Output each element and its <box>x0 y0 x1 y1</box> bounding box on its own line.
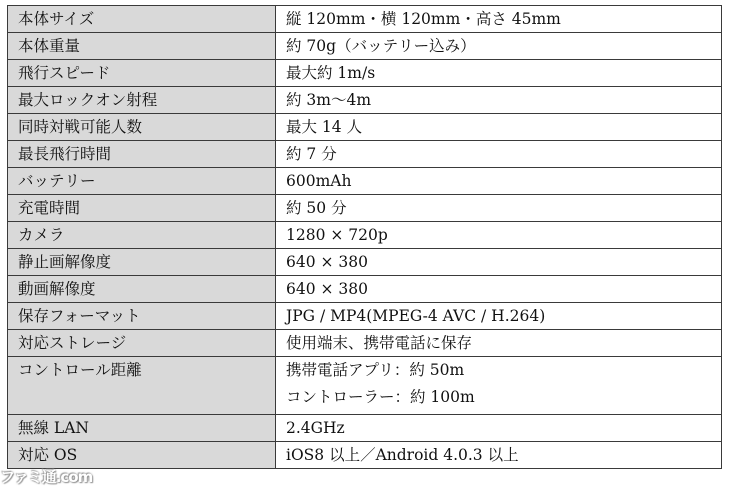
spec-label: 静止画解像度 <box>8 249 276 276</box>
spec-row <box>8 330 722 357</box>
spec-table <box>7 5 722 469</box>
spec-value: 使用端末、携帯電話に保存 <box>276 330 722 357</box>
spec-row <box>8 222 722 249</box>
spec-value-line: コントローラー：約 100m <box>286 388 475 406</box>
spec-label: バッテリー <box>8 168 276 195</box>
spec-value: 約 50 分 <box>276 195 722 222</box>
spec-value: JPG / MP4(MPEG-4 AVC / H.264) <box>276 303 722 330</box>
spec-value: 640 × 380 <box>276 249 722 276</box>
spec-label: 無線 LAN <box>8 415 276 442</box>
spec-row <box>8 168 722 195</box>
watermark-logo: ファミ通.com <box>0 468 93 486</box>
spec-label: 対応ストレージ <box>8 330 276 357</box>
spec-row <box>8 276 722 303</box>
spec-row <box>8 33 722 60</box>
spec-label: 最長飛行時間 <box>8 141 276 168</box>
spec-value: iOS8 以上／Android 4.0.3 以上 <box>276 442 722 469</box>
spec-row <box>8 87 722 114</box>
spec-table-body <box>8 6 722 469</box>
spec-label: カメラ <box>8 222 276 249</box>
spec-label: 最大ロックオン射程 <box>8 87 276 114</box>
spec-value: 約 3m～4m <box>276 87 722 114</box>
spec-row <box>8 249 722 276</box>
spec-row <box>8 442 722 469</box>
spec-row <box>8 60 722 87</box>
spec-label: 本体重量 <box>8 33 276 60</box>
spec-row <box>8 415 722 442</box>
spec-label: 充電時間 <box>8 195 276 222</box>
spec-row <box>8 6 722 33</box>
spec-value: 最大 14 人 <box>276 114 722 141</box>
spec-value: 最大約 1m/s <box>276 60 722 87</box>
spec-label: 保存フォーマット <box>8 303 276 330</box>
spec-value: 600mAh <box>276 168 722 195</box>
spec-value: 640 × 380 <box>276 276 722 303</box>
spec-value <box>276 357 722 415</box>
spec-label: コントロール距離 <box>8 357 276 415</box>
spec-row <box>8 114 722 141</box>
spec-label: 動画解像度 <box>8 276 276 303</box>
spec-value: 2.4GHz <box>276 415 722 442</box>
spec-row <box>8 141 722 168</box>
spec-value: 1280 × 720p <box>276 222 722 249</box>
spec-label: 飛行スピード <box>8 60 276 87</box>
spec-value: 約 7 分 <box>276 141 722 168</box>
spec-label: 対応 OS <box>8 442 276 469</box>
spec-label: 本体サイズ <box>8 6 276 33</box>
spec-row <box>8 195 722 222</box>
spec-value: 約 70g（バッテリー込み） <box>276 33 722 60</box>
spec-row <box>8 303 722 330</box>
spec-label: 同時対戦可能人数 <box>8 114 276 141</box>
spec-value: 縦 120mm・横 120mm・高さ 45mm <box>276 6 722 33</box>
spec-row <box>8 357 722 415</box>
spec-value-line: 携帯電話アプリ：約 50m <box>286 361 465 379</box>
